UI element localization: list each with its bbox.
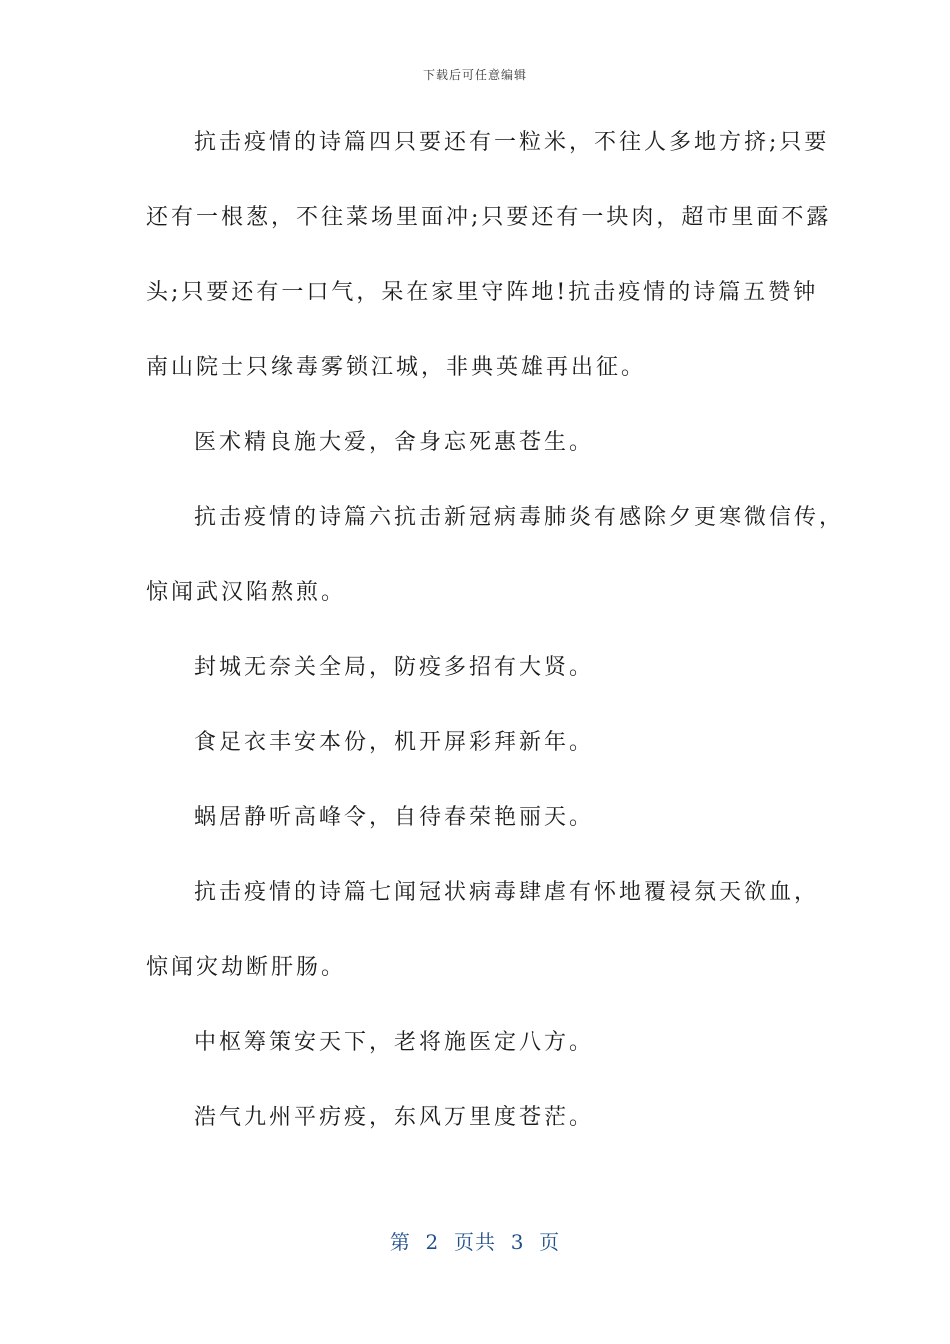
page-number-footer: 第 2 页共 3 页 xyxy=(389,1230,561,1254)
text-line: 惊闻武汉陷熬煎。 xyxy=(146,580,347,605)
text-line: 中枢筹策安天下，老将施医定八方。 xyxy=(194,1030,595,1055)
text-line: 医术精良施大爱，舍身忘死惠苍生。 xyxy=(194,430,595,455)
text-line: 惊闻灾劫断肝肠。 xyxy=(146,955,347,980)
text-line: 抗击疫情的诗篇四只要还有一粒米，不往人多地方挤;只要 xyxy=(194,130,830,155)
text-line: 抗击疫情的诗篇六抗击新冠病毒肺炎有感除夕更寒微信传， xyxy=(194,505,845,530)
text-line: 浩气九州平疠疫，东风万里度苍茫。 xyxy=(194,1105,595,1130)
page-header-note: 下载后可任意编辑 xyxy=(422,68,527,82)
text-line: 南山院士只缘毒雾锁江城，非典英雄再出征。 xyxy=(146,355,647,380)
text-line: 蜗居静听高峰令，自待春荣艳丽天。 xyxy=(194,805,595,830)
text-line: 抗击疫情的诗篇七闻冠状病毒肆虐有怀地覆祲氛天欲血， xyxy=(194,880,820,905)
text-line: 头;只要还有一口气，呆在家里守阵地!抗击疫情的诗篇五赞钟 xyxy=(146,280,819,305)
text-line: 封城无奈关全局，防疫多招有大贤。 xyxy=(194,655,595,680)
text-line: 还有一根葱，不往菜场里面冲;只要还有一块肉，超市里面不露 xyxy=(146,205,832,230)
text-line: 食足衣丰安本份，机开屏彩拜新年。 xyxy=(194,730,595,755)
